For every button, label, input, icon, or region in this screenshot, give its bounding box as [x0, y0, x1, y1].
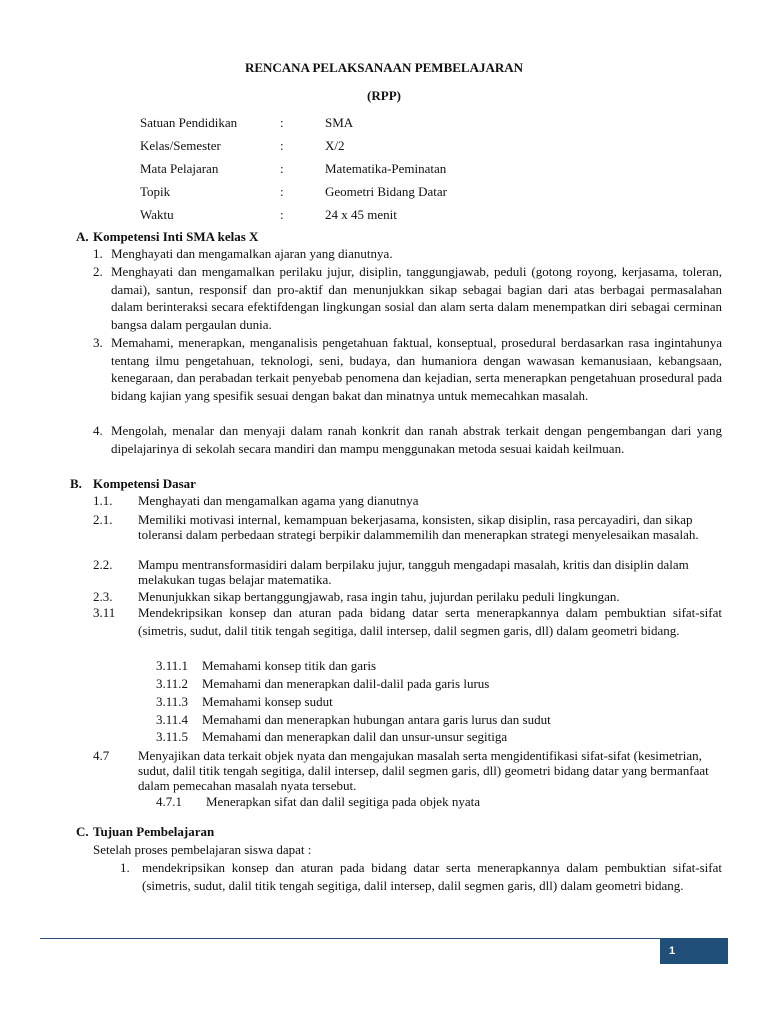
meta-value: X/2 [325, 138, 345, 153]
meta-label: Waktu [140, 207, 174, 222]
document-subtitle: (RPP) [367, 88, 401, 103]
kd-number: 2.1. [93, 512, 113, 527]
meta-row [140, 161, 640, 179]
kd-text: Menghayati dan mengamalkan agama yang dianutnya [138, 493, 419, 508]
sub-item-text: Memahami konsep titik dan garis [202, 658, 377, 673]
meta-label: Topik [140, 184, 171, 199]
sub-item-text: Memahami dan menerapkan dalil-dalil pada garis lurus [202, 676, 490, 691]
section-c-letter: C. [76, 824, 89, 839]
list-item-number: 2. [93, 264, 103, 279]
kd-number: 2.3. [93, 589, 113, 604]
sub-item-text: Memahami dan menerapkan dalil dan unsur-unsur segitiga [202, 729, 508, 744]
kd-number: 3.11 [93, 605, 116, 620]
sub-item-text: Memahami konsep sudut [202, 694, 333, 709]
meta-colon: : [280, 207, 284, 222]
kd-number: 1.1. [93, 493, 113, 508]
meta-label: Satuan Pendidikan [140, 115, 238, 130]
kd-text: Mendekripsikan konsep dan aturan pada bidang datar serta menerapkannya dalam pembuktian sifat-sifat (simetris, sudut, dalil titik tengah segitiga, dalil intersep, dalil segmen garis, dll) dalam geometri bidang. [138, 605, 722, 638]
meta-value: Geometri Bidang Datar [325, 184, 448, 199]
meta-label: Kelas/Semester [140, 138, 221, 153]
meta-row [140, 184, 640, 202]
sub-item-number: 3.11.2 [156, 676, 189, 691]
sub-item-number: 3.11.4 [156, 712, 189, 727]
meta-colon: : [280, 138, 284, 153]
meta-value: Matematika-Peminatan [325, 161, 447, 176]
sub-item-number: 3.11.5 [156, 729, 189, 744]
list-item-number: 1. [93, 246, 103, 261]
sub-item-text: Memahami dan menerapkan hubungan antara garis lurus dan sudut [202, 712, 551, 727]
page-number-badge [660, 938, 728, 964]
kd-text: Memiliki motivasi internal, kemampuan bekerjasama, konsisten, sikap disiplin, rasa percayadiri, dan sikap toleransi dalam perbedaan strategi berpikir dalammemilih dan menerapkan strategi menyelesaikan masalah. [138, 512, 699, 542]
list-item-number: 1. [120, 860, 130, 875]
section-a-letter: A. [76, 229, 89, 244]
section-c-intro: Setelah proses pembelajaran siswa dapat : [93, 842, 312, 857]
meta-row [140, 115, 640, 133]
sub-item-number: 3.11.1 [156, 658, 189, 673]
section-b-title: Kompetensi Dasar [93, 476, 196, 491]
meta-value: SMA [325, 115, 354, 130]
meta-colon: : [280, 161, 284, 176]
meta-row [140, 207, 640, 225]
list-item-text: Mengolah, menalar dan menyaji dalam ranah konkrit dan ranah abstrak terkait dengan pengembangan dari yang dipelajarinya di sekolah secara mandiri dan mampu menggunakan metoda sesuai kaidah keilmuan. [111, 423, 722, 456]
list-item-number: 3. [93, 335, 103, 350]
kd-text: Menunjukkan sikap bertanggungjawab, rasa ingin tahu, jujurdan perilaku peduli lingkungan. [138, 589, 620, 604]
list-item-number: 4. [93, 423, 103, 438]
section-a-title: Kompetensi Inti SMA kelas X [93, 229, 259, 244]
meta-label: Mata Pelajaran [140, 161, 219, 176]
meta-row [140, 138, 640, 156]
section-c-title: Tujuan Pembelajaran [93, 824, 215, 839]
page-number: 1 [669, 945, 676, 957]
kd-text: Mampu mentransformasidiri dalam berpilaku jujur, tangguh mengadapi masalah, kritis dan disiplin dalam melakukan tugas belajar matematika. [138, 557, 689, 587]
meta-value: 24 x 45 menit [325, 207, 397, 222]
list-item-text: mendekripsikan konsep dan aturan pada bidang datar serta menerapkannya dalam pembuktian sifat-sifat (simetris, sudut, dalil titik tengah segitiga, dalil intersep, dalil segmen garis, dll) dalam geometri bidang. [142, 860, 722, 893]
document-title: RENCANA PELAKSANAAN PEMBELAJARAN [244, 60, 524, 75]
meta-colon: : [280, 115, 284, 130]
list-item-text: Menghayati dan mengamalkan perilaku jujur, disiplin, tanggungjawab, peduli (gotong royong, kerjasama, toleran, damai), santun, responsif dan pro-aktif dan menunjukkan sikap sebagai bagian dari atas berbagai permasalahan dalam berinteraksi secara efektifdengan lingkungan sosial dan alam serta dalam menempatkan diri sebagai cerminan bangsa dalam pergaulan dunia. [111, 264, 722, 332]
list-item-text: Memahami, menerapkan, menganalisis pengetahuan faktual, konseptual, prosedural berdasarkan rasa ingintahunya tentang ilmu pengetahuan, teknologi, seni, budaya, dan humaniora dengan wawasan kemanusiaan, kebangsaan, kenegaraan, dan perabadan terkait penyebab penomena dan kejadian, serta menerapkan pengetahuan prosedural pada bidang kajian yang spesifik sesuai dengan bakat dan minatnya untuk memecahkan masalah. [111, 335, 722, 403]
section-b-letter: B. [70, 476, 82, 491]
sub-item-number: 3.11.3 [156, 694, 189, 709]
list-item-text: Menghayati dan mengamalkan ajaran yang dianutnya. [111, 246, 393, 261]
kd-number: 4.7 [93, 748, 110, 763]
sub-item-number: 4.7.1 [156, 794, 182, 809]
kd-number: 2.2. [93, 557, 113, 572]
meta-colon: : [280, 184, 284, 199]
footer-divider [40, 938, 728, 939]
sub-item-text: Menerapkan sifat dan dalil segitiga pada objek nyata [206, 794, 480, 809]
kd-text: Menyajikan data terkait objek nyata dan mengajukan masalah serta mengidentifikasi sifat-sifat (kesimetrian, sudut, dalil titik tengah segitiga, dalil intersep, dalil segmen garis, dll) geometri bidang datar yang bermanfaat dalam pemecahan masalah nyata tersebut. [138, 748, 709, 793]
